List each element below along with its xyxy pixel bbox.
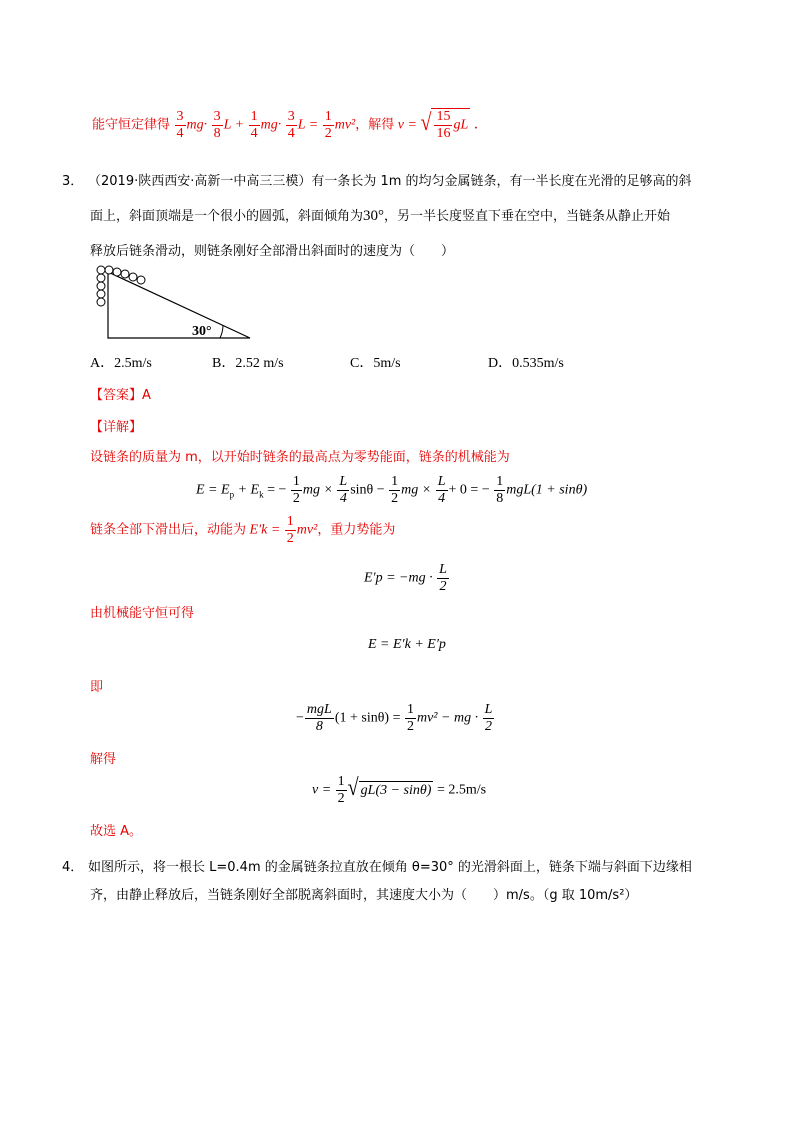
prev-solution-prefix: 能守恒定律得 [92, 117, 171, 133]
solution-equation-4: − $\frac{\text{mgL}}{8}$ (1 + sinθ) = $\frac{1}{2}$ mv² − mg · $\frac{L}{2}$ [296, 702, 493, 734]
question-4-line2: 齐，由静止释放后，当链条刚好全部脱离斜面时，其速度大小为（ ）m/s。（g 取 10m/s²） [90, 888, 638, 903]
solution-equation-2: E′p = −mg · $\frac{L}{2}$ [364, 562, 447, 594]
question-3-number: 3． [62, 174, 84, 189]
solution-equation-1: $E = E_p + E_k$ = − $\frac{1}{2}$ mg × $\frac{L}{4}$ sinθ − $\frac{1}{2}$ mg × $\frac{L}{4}$ + 0 = − $\frac{1}{8}$ mgL(1 + sinθ) [196, 474, 588, 506]
solution-line-1: 设链条的质量为 m，以开始时链条的最高点为零势能面，链条的机械能为 [90, 450, 510, 465]
solution-line-3: 由机械能守恒可得 [90, 606, 195, 621]
prev-solution-line: 能守恒定律得 $\frac{3}{4}$ mg· $\frac{3}{8}$ L + $\frac{1}{4}$ mg· $\frac{3}{4}$ L = $\frac{1}{2}$ mv²，解得 v = √ $\frac{15}{16}$ gL ． [92, 109, 488, 141]
question-3-line1: （2019·陕西西安·高新一中高三三模）有一条长为 1m 的均匀金属链条，有一半长度在光滑的足够高的斜 [88, 174, 692, 189]
question-3-line3: 释放后链条滑动，则链条刚好全部滑出斜面时的速度为（ ） [90, 244, 455, 259]
angle-arc [220, 325, 223, 338]
option-c[interactable]: C．5m/s [350, 356, 401, 371]
solution-equation-5: v = $\frac{1}{2}$ √ gL(3 − sinθ) = 2.5m/s [312, 774, 487, 806]
solution-line-6: 故选 A。 [90, 824, 143, 839]
detail-label: 【详解】 [90, 420, 143, 435]
solution-line-2: 链条全部下滑出后，动能为 E′k = $\frac{1}{2}$ mv²，重力势能为 [90, 514, 396, 546]
solution-line-5: 解得 [90, 752, 117, 767]
option-a[interactable]: A．2.5m/s [90, 356, 152, 371]
figure-angle-label: 30° [192, 324, 212, 339]
incline-chain-figure [90, 262, 260, 344]
option-d[interactable]: D．0.535m/s [488, 356, 564, 371]
option-b[interactable]: B．2.52 m/s [212, 356, 284, 371]
question-4-line1: 如图所示，将一根长 L=0.4m 的金属链条拉直放在倾角 θ=30° 的光滑斜面上，链条下端与斜面下边缘相 [88, 860, 692, 875]
solution-equation-3: E = E′k + E′p [368, 637, 446, 652]
solution-line-4: 即 [90, 680, 104, 695]
incline-triangle [108, 272, 250, 338]
question-4-number: 4． [62, 860, 84, 875]
question-3-line2: 面上，斜面顶端是一个很小的圆弧，斜面倾角为30°，另一半长度竖直下垂在空中，当链条从静止开始 [90, 208, 671, 224]
answer-label: 【答案】A [90, 388, 151, 403]
